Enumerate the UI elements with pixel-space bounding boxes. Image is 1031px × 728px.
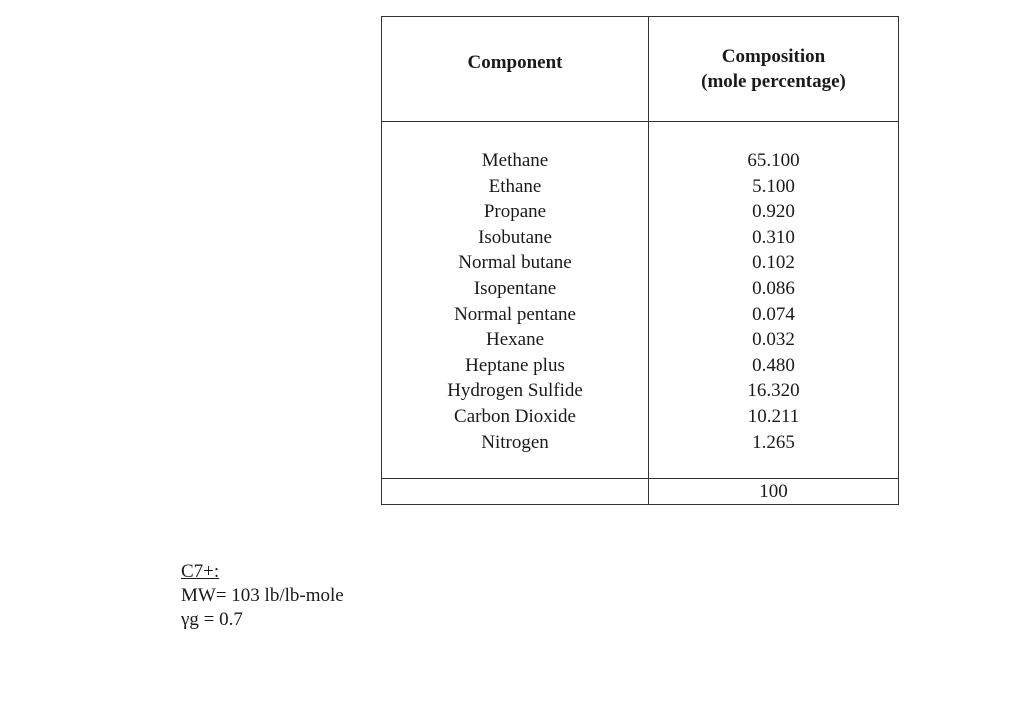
composition-value: 0.102 [752,252,795,274]
component-name: Ethane [488,175,542,197]
composition-value: 0.920 [752,201,795,223]
component-name: Nitrogen [481,431,549,453]
composition-value: 16.320 [747,380,800,402]
component-name: Normal pentane [454,303,576,325]
c7plus-notes [181,560,344,632]
header-composition [649,17,898,121]
composition-value: 5.100 [752,175,795,197]
composition-value: 1.265 [752,431,795,453]
composition-value: 0.480 [752,354,795,376]
composition-value: 0.310 [752,226,795,248]
component-name: Propane [483,201,547,223]
header-component [382,17,648,121]
notes-molecular-weight: MW= 103 lb/lb-mole [181,585,344,606]
header-composition-line1: Composition [721,46,826,67]
composition-value: 0.086 [752,277,795,299]
composition-value: 0.032 [752,329,795,351]
total-value-text: 100 [759,480,788,502]
component-name: Methane [481,150,549,171]
component-name: Normal butane [458,252,572,274]
notes-heading: C7+: [181,561,220,582]
component-name: Hexane [485,329,545,351]
header-composition-line2: (mole percentage) [701,71,846,92]
composition-table [381,16,899,505]
header-component-label: Component [467,51,563,73]
composition-value: 65.100 [747,150,800,171]
component-name: Hydrogen Sulfide [447,380,583,402]
component-name: Isopentane [473,277,557,299]
notes-specific-gravity: γg = 0.7 [181,609,243,630]
component-name: Carbon Dioxide [454,405,576,427]
component-name: Isobutane [478,226,552,248]
component-name: Heptane plus [465,354,565,376]
composition-value: 0.074 [752,303,795,325]
total-value [649,479,898,504]
header-divider [382,121,898,122]
composition-value-list [649,148,898,455]
composition-value: 10.211 [747,405,800,427]
component-list [382,148,648,455]
